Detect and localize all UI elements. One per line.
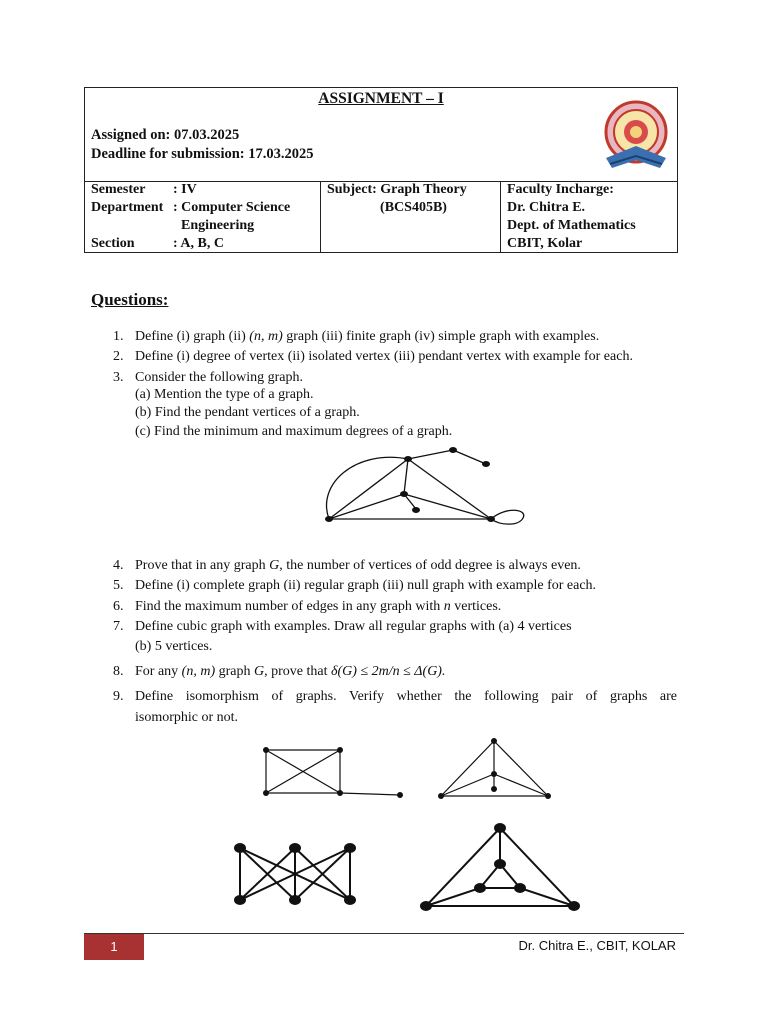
semester-column	[85, 181, 321, 252]
questions-heading: Questions:	[91, 290, 169, 309]
graph-rectangle-cross	[258, 740, 408, 802]
section-value: : A, B, C	[173, 236, 224, 251]
graph-triangle-inner	[434, 736, 556, 802]
department-label: Department	[91, 200, 164, 215]
department-value-line2: Engineering	[181, 218, 255, 233]
semester-value: : IV	[173, 182, 197, 197]
question-3-graph	[316, 444, 528, 530]
assignment-header	[84, 87, 678, 253]
deadline: Deadline for submission: 17.03.2025	[91, 146, 314, 162]
faculty-dept: Dept. of Mathematics	[507, 218, 636, 233]
footer-divider	[84, 933, 684, 934]
subject-name: Subject: Graph Theory	[327, 182, 467, 197]
footer-author: Dr. Chitra E., CBIT, KOLAR	[518, 938, 676, 953]
header-top-section	[85, 88, 677, 182]
subject-code: (BCS405B)	[380, 200, 447, 215]
faculty-name: Dr. Chitra E.	[507, 200, 586, 215]
department-value: : Computer Science	[173, 200, 291, 215]
assignment-dates	[91, 126, 314, 164]
graph-bipartite-cross	[230, 840, 360, 910]
page-number: 1	[84, 934, 144, 960]
graph-nested-triangle	[416, 820, 584, 914]
faculty-college: CBIT, Kolar	[507, 236, 583, 251]
assigned-on: Assigned on: 07.03.2025	[91, 127, 240, 143]
semester-label: Semester	[91, 182, 146, 197]
subject-column	[321, 181, 501, 252]
assignment-title: ASSIGNMENT – I	[318, 90, 444, 107]
faculty-label: Faculty Incharge:	[507, 182, 614, 197]
section-label: Section	[91, 236, 135, 251]
faculty-column	[501, 181, 677, 252]
header-details	[85, 181, 677, 252]
college-logo-icon	[600, 98, 672, 176]
